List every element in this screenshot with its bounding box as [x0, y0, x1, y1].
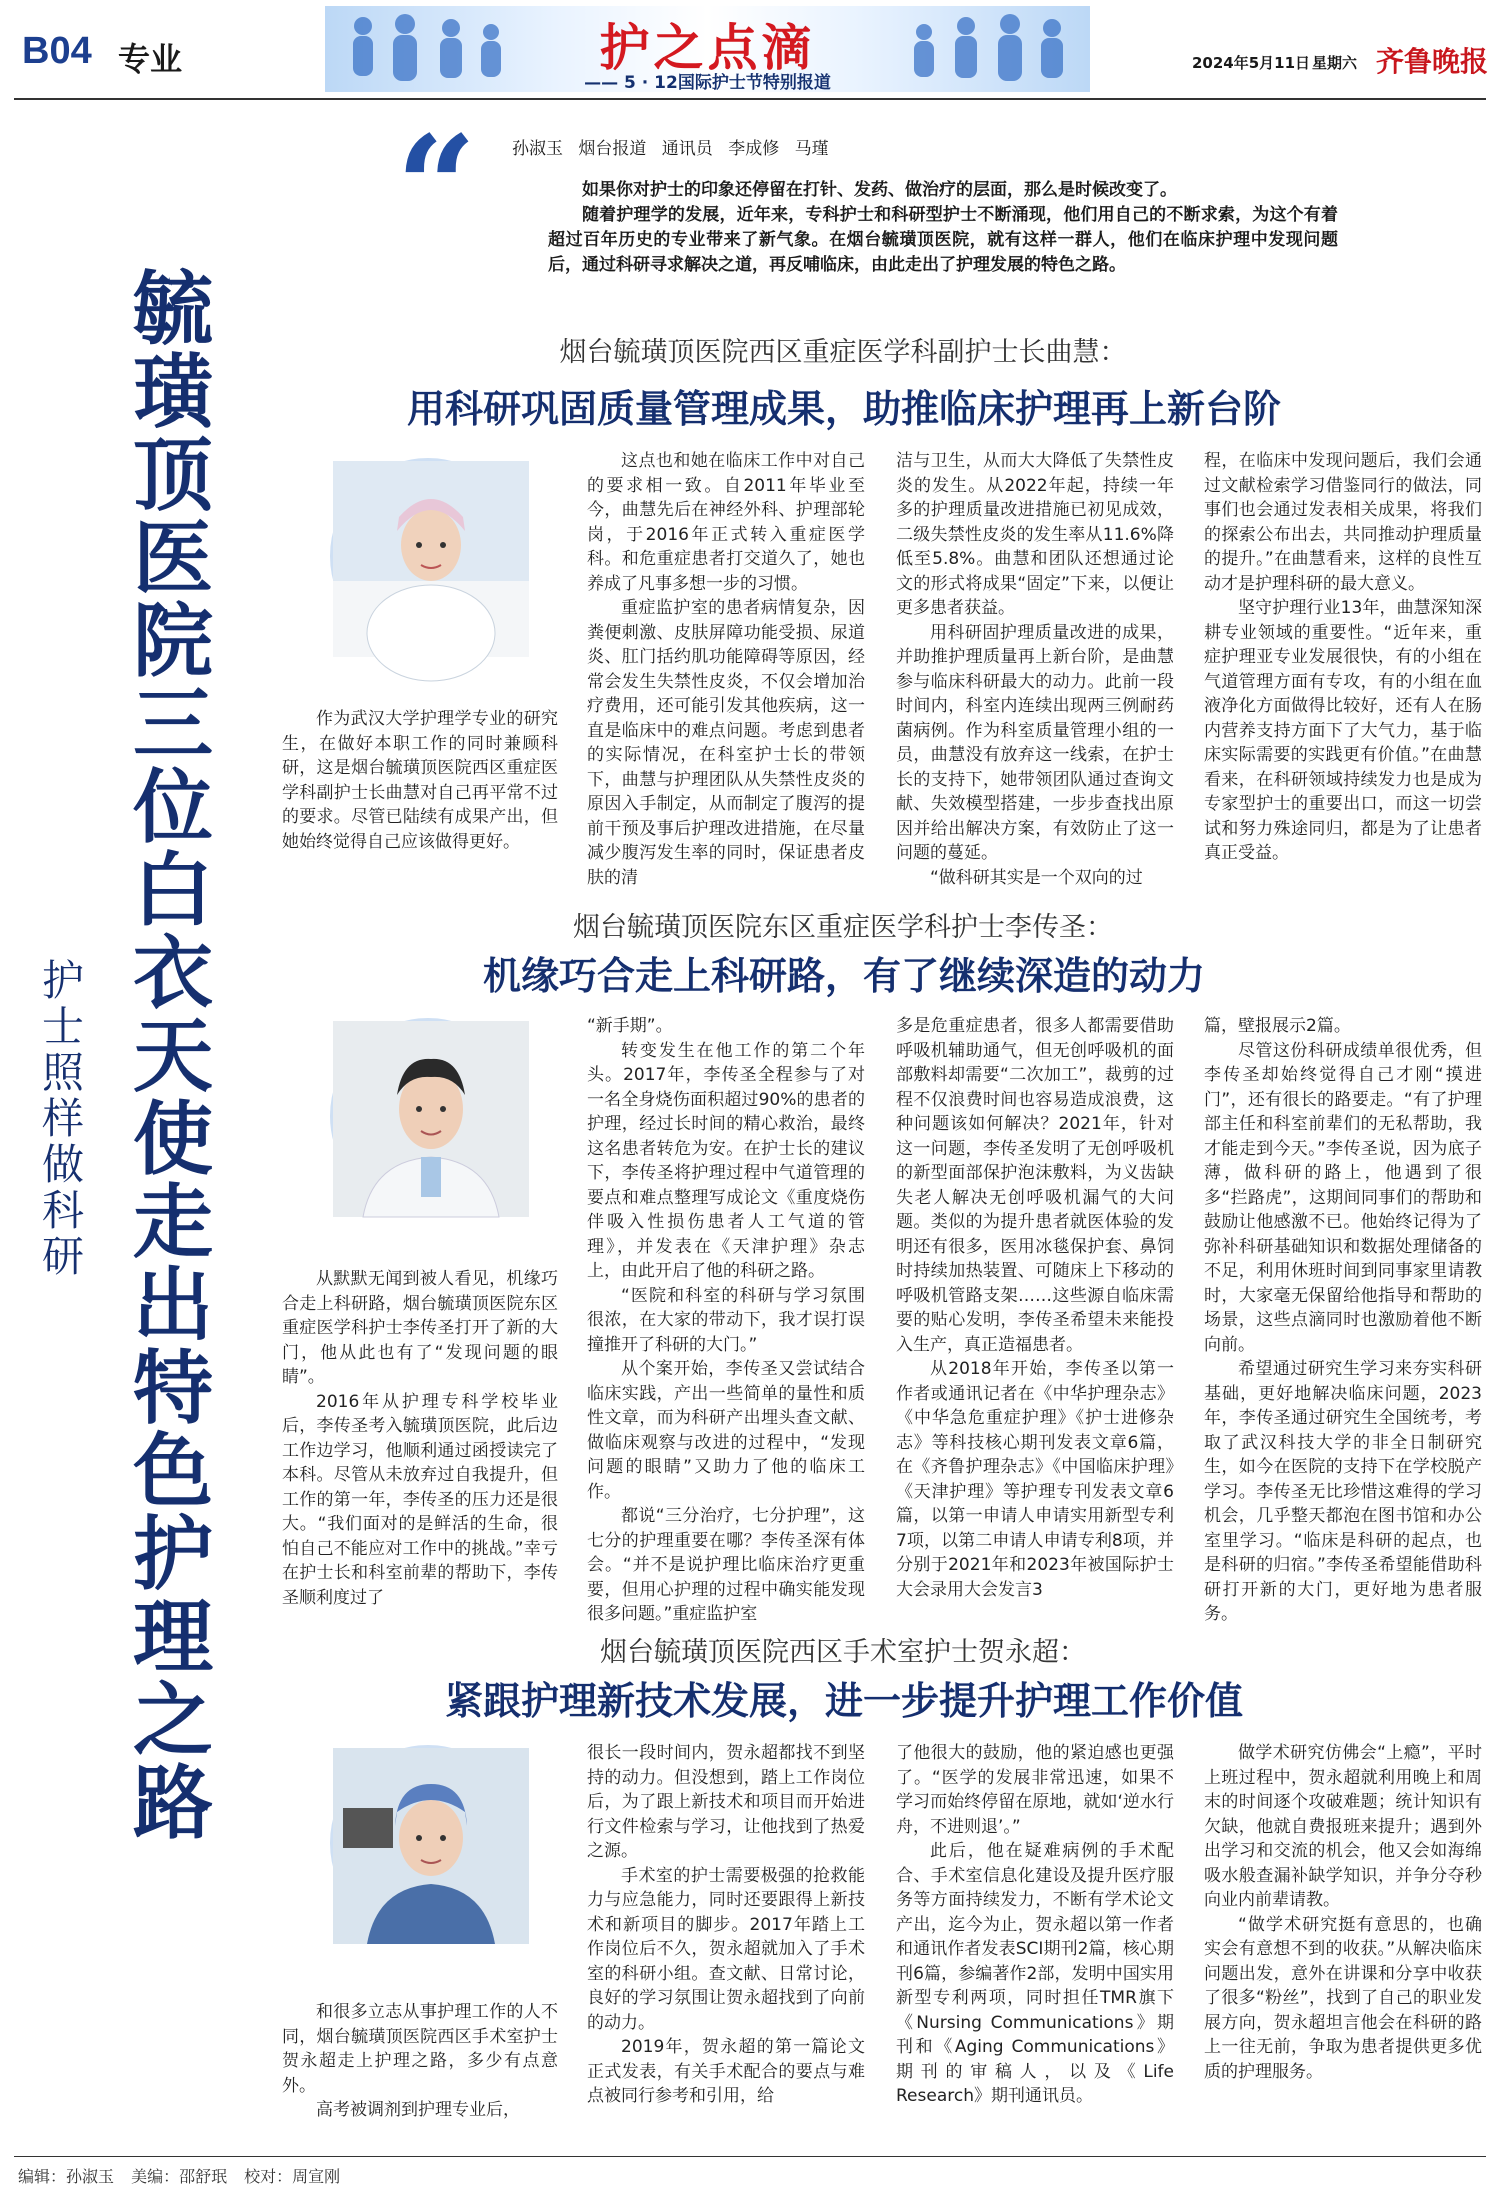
banner-title: 护之点滴 — [599, 18, 816, 77]
editor-credits: 编辑：孙淑玉 美编：邵舒珉 校对：周宣刚 — [18, 2167, 341, 2186]
paragraph: 和很多立志从事护理工作的人不同，烟台毓璜顶医院西区手术室护士贺永超走上护理之路，多少有点意外。 — [282, 2002, 558, 2096]
paragraph: 从默默无闻到被人看见，机缘巧合走上科研路，烟台毓璜顶医院东区重症医学科护士李传圣打开了新的大门，他从此也有了“发现问题的眼睛”。 — [282, 1269, 558, 1387]
portrait-he-yongchao — [330, 1745, 526, 1941]
paragraph: “做科研其实是一个双向的过 — [930, 867, 1143, 888]
paragraph: 2016年从护理专科学校毕业后，李传圣考入毓璜顶医院，此后边工作边学习，他顺利通过函授读完了本科。尽管从未放弃过自我提升，但工作的第一年，李传圣的压力还是很大。“我们面对的是鲜活的生命，很怕自己不能应对工作中的挑战。”幸亏在护士长和科室前辈的帮助下，李传圣顺利度过了 — [282, 1391, 558, 1608]
section1-col1 — [282, 707, 558, 863]
section3-headline: 紧跟护理新技术发展，进一步提升护理工作价值 — [444, 1678, 1243, 1723]
paragraph: 高考被调剂到护理专业后， — [316, 2100, 520, 2120]
masthead — [0, 0, 1500, 112]
section2-col3 — [896, 1014, 1174, 1614]
footer-divider — [14, 2156, 1486, 2157]
paragraph: 篇，壁报展示2篇。 — [1204, 1016, 1351, 1036]
paragraph: 都说“三分治疗，七分护理”，这七分的护理重要在哪？李传圣深有体会。“并不是说护理比临床治疗更重要，但用心护理的过程中确实能发现很多问题。”重症监护室 — [587, 1506, 865, 1624]
paragraph: 从个案开始，李传圣又尝试结合临床实践，产出一些简单的量性和质性文章，而为科研产出埋头查文献、做临床观察与改进的过程中，“发现问题的眼睛”又助力了他的临床工作。 — [587, 1359, 865, 1502]
paragraph: 手术室的护士需要极强的抢救能力与应急能力，同时还要跟得上新技术和新项目的脚步。2017年踏上工作岗位后不久，贺永超就加入了手术室的科研小组。查文献、日常讨论，良好的学习氛围让贺永超找到了向前的动力。 — [587, 1865, 865, 2033]
paragraph: 洁与卫生，从而大大降低了失禁性皮炎的发生。从2022年起，持续一年多的护理质量改进措施已初见成效，二级失禁性皮炎的发生率从11.6%降低至5.8%。曲慧和团队还想通过论文的形式将成果“固定”下来，以便让更多患者获益。 — [896, 451, 1174, 618]
section-name: 专业 — [118, 40, 183, 78]
section1-col2 — [587, 449, 865, 888]
paragraph: 很长一段时间内，贺永超都找不到坚持的动力。但没想到，踏上工作岗位后，为了跟上新技术和项目而开始进行文件检索与学习，让他找到了热爱之源。 — [587, 1743, 865, 1861]
section3-col3 — [896, 1741, 1174, 2147]
section1-kicker: 烟台毓璜顶医院西区重症医学科副护士长曲慧： — [559, 337, 1127, 368]
quote-mark-icon: “ — [396, 106, 477, 270]
section2-col1 — [282, 1267, 558, 1615]
column-banner — [325, 6, 1090, 92]
section3-col2 — [587, 1741, 865, 2147]
portrait-qu-hui — [330, 458, 526, 654]
section3-col1 — [282, 2000, 558, 2148]
paragraph: 多是危重症患者，很多人都需要借助呼吸机辅助通气，但无创呼吸机的面部敷料却需要“二次加工”，裁剪的过程不仅浪费时间也容易造成浪费，这种问题该如何解决？2021年，针对这一问题，李传圣发明了无创呼吸机的新型面部保护泡沫敷料，为义齿缺失老人解决无创呼吸机漏气的大问题。类似的为提升患者就医体验的发明还有很多，医用冰毯保护套、鼻饲时持续加热装置、可随床上下移动的呼吸机管路支架……这些源自临床需要的贴心发明，李传圣希望未来能投入生产，真正造福患者。 — [896, 1016, 1174, 1355]
section3-col4 — [1204, 1741, 1482, 2147]
section1-headline: 用科研巩固质量管理成果，助推临床护理再上新台阶 — [406, 386, 1281, 431]
paragraph: 坚守护理行业13年，曲慧深知深耕专业领域的重要性。“近年来，重症护理亚专业发展很快，有的小组在气道管理方面有专攻，有的小组在血液净化方面做得比较好，还有人在肠内营养支持方面下了大气力，基于临床实际需要的实践更有价值。”在曲慧看来，在科研领域持续发力也是成为专家型护士的重要出口，而这一切尝试和努力殊途同归，都是为了让患者真正受益。 — [1204, 598, 1482, 863]
intro-lead — [548, 178, 1338, 278]
page-number: B04 — [22, 30, 92, 72]
section2-kicker: 烟台毓璜顶医院东区重症医学科护士李传圣： — [573, 912, 1113, 943]
section1-col3 — [896, 449, 1174, 888]
section3-kicker: 烟台毓璜顶医院西区手术室护士贺永超： — [600, 1637, 1086, 1668]
paragraph: 程，在临床中发现问题后，我们会通过文献检索学习借鉴同行的做法，同事们也会通过发表相关成果，将我们的探索公布出去，共同推动护理质量的提升。”在曲慧看来，这样的良性互动才是护理科研的最大意义。 — [1204, 451, 1482, 594]
paragraph: 重症监护室的患者病情复杂，因粪便刺激、皮肤屏障功能受损、尿道炎、肛门括约肌功能障碍等原因，经常会发生失禁性皮炎，不仅会增加治疗费用，还可能引发其他疾病，这一直是临床中的难点问题。考虑到患者的实际情况，在科室护士长的带领下，曲慧与护理团队从失禁性皮炎的原因入手制定，从而制定了腹泻的提前干预及事后护理改进措施，在尽量减少腹泻发生率的同时，保证患者皮肤的清 — [587, 598, 865, 888]
banner-subtitle: —— 5 · 12国际护士节特别报道 — [584, 73, 831, 93]
paragraph: 尽管这份科研成绩单很优秀，但李传圣却始终觉得自己才刚“摸进门”，还有很长的路要走。“有了护理部主任和科室前辈们的无私帮助，我才能走到今天。”李传圣说，因为底子薄，做科研的路上，他遇到了很多“拦路虎”，这期间同事们的帮助和鼓励让他感激不已。他始终记得为了弥补科研基础知识和数据处理储备的不足，利用休班时间到同事家里请教时，大家毫无保留给他指导和帮助的场景，这些点滴同时也激励着他不断向前。 — [1204, 1040, 1482, 1355]
paragraph: 这点也和她在临床工作中对自己的要求相一致。自2011年毕业至今，曲慧先后在神经外科、护理部轮岗，于2016年正式转入重症医学科。和危重症患者打交道久了，她也养成了凡事多想一步的习惯。 — [587, 451, 865, 594]
intro-paragraph: 如果你对护士的印象还停留在打针、发药、做治疗的层面，那么是时候改变了。 — [582, 180, 1177, 200]
portrait-li-chuansheng — [330, 1018, 526, 1214]
paragraph: 做学术研究仿佛会“上瘾”，平时上班过程中，贺永超就利用晚上和周末的时间逐个攻破难题；统计知识有欠缺，他就自费报班来提升；遇到外出学习和交流的机会，他又会如海绵吸水般查漏补缺学知识，并争分夺秒向业内前辈请教。 — [1204, 1743, 1482, 1910]
paragraph: 此后，他在疑难病例的手术配合、手术室信息化建设及提升医疗服务等方面持续发力，不断有学术论文产出，迄今为止，贺永超以第一作者和通讯作者发表SCI期刊2篇，核心期刊6篇，参编著作2部，发明中国实用新型专利两项，同时担任TMR旗下《Nursing Communications》期刊和《Aging Communications》期刊的审稿人，以及《Life Research》期刊通讯员。 — [896, 1841, 1174, 2106]
section2-headline: 机缘巧合走上科研路，有了继续深造的动力 — [482, 953, 1205, 998]
section2-col4 — [1204, 1014, 1482, 1624]
section1-col4 — [1204, 449, 1482, 869]
paragraph: 了他很大的鼓励，他的紧迫感也更强了。“医学的发展非常迅速，如果不学习而始终停留在原地，就如‘逆水行舟，不进则退’。” — [896, 1743, 1174, 1837]
paragraph: 用科研固护理质量改进的成果，并助推护理质量再上新台阶，是曲慧参与临床科研最大的动力。此前一段时间内，科室内连续出现两三例耐药菌病例。作为科室质量管理小组的一员，曲慧没有放弃这一线索，在护士长的支持下，她带领团队通过查询文献、失效模型搭建，一步步查找出原因并给出解决方案，有效防止了这一问题的蔓延。 — [896, 622, 1174, 863]
paragraph: “做学术研究挺有意思的，也确实会有意想不到的收获。”从解决临床问题出发，意外在讲课和分享中收获了很多“粉丝”，找到了自己的职业发展方向，贺永超坦言他会在科研的路上一往无前，争取为患者提供更多优质的护理服务。 — [1204, 1914, 1482, 2082]
paragraph: 从2018年开始，李传圣以第一作者或通讯记者在《中华护理杂志》《中华急危重症护理》《护士进修杂志》等科技核心期刊发表文章6篇，在《齐鲁护理杂志》《中国临床护理》《天津护理》等护理专刊发表文章6篇，以第一申请人申请实用新型专利7项，以第二申请人申请专利8项，并分别于2021年和2023年被国际护士大会录用大会发言3 — [896, 1359, 1174, 1600]
paragraph: 转变发生在他工作的第二个年头。2017年，李传圣全程参与了对一名全身烧伤面积超过90%的患者的护理，经过长时间的精心救治，最终这名患者转危为安。在护士长的建议下，李传圣将护理过程中气道管理的要点和难点整理写成论文《重度烧伤伴吸入性损伤患者人工气道的管理》，并发表在《天津护理》杂志上，由此开启了他的科研之路。 — [587, 1040, 865, 1281]
paragraph: 2019年，贺永超的第一篇论文正式发表，有关手术配合的要点与难点被同行参考和引用，给 — [587, 2037, 865, 2106]
top-divider — [14, 98, 1486, 100]
byline: 孙淑玉 烟台报道 通讯员 李成修 马瑾 — [512, 139, 829, 159]
issue-date: 2024年5月11日 — [1192, 54, 1311, 72]
main-headline: 毓璜顶医院三位白衣天使走出特色护理之路 — [133, 262, 213, 1850]
intro-paragraph: 随着护理学的发展，近年来，专科护士和科研型护士不断涌现，他们用自己的不断求索，为这个有着超过百年历史的专业带来了新气象。在烟台毓璜顶医院，就有这样一群人，他们在临床护理中发现问题后，通过科研寻求解决之道，再反哺临床，由此走出了护理发展的特色之路。 — [548, 205, 1338, 275]
newspaper-logo: 齐鲁晚报 — [1376, 45, 1489, 78]
issue-weekday: 星期六 — [1312, 54, 1358, 72]
section2-col2 — [587, 1014, 865, 1624]
side-headline: 护士照样做科研 — [41, 956, 84, 1281]
paragraph: 希望通过研究生学习来夯实科研基础，更好地解决临床问题，2023年，李传圣通过研究生全国统考，考取了武汉科技大学的非全日制研究生，如今在医院的支持下在学校脱产学习。李传圣无比珍惜这难得的学习机会，几乎整天都泡在图书馆和办公室里学习。“临床是科研的起点，也是科研的归宿。”李传圣希望能借助科研打开新的大门，更好地为患者服务。 — [1204, 1359, 1482, 1624]
paragraph: 作为武汉大学护理学专业的研究生，在做好本职工作的同时兼顾科研，这是烟台毓璜顶医院西区重症医学科副护士长曲慧对自己再平常不过的要求。尽管已陆续有成果产出，但她始终觉得自己应该做得更好。 — [282, 709, 558, 852]
paragraph: “新手期”。 — [587, 1016, 673, 1036]
paragraph: “医院和科室的科研与学习氛围很浓，在大家的带动下，我才误打误撞推开了科研的大门。” — [587, 1285, 865, 1355]
